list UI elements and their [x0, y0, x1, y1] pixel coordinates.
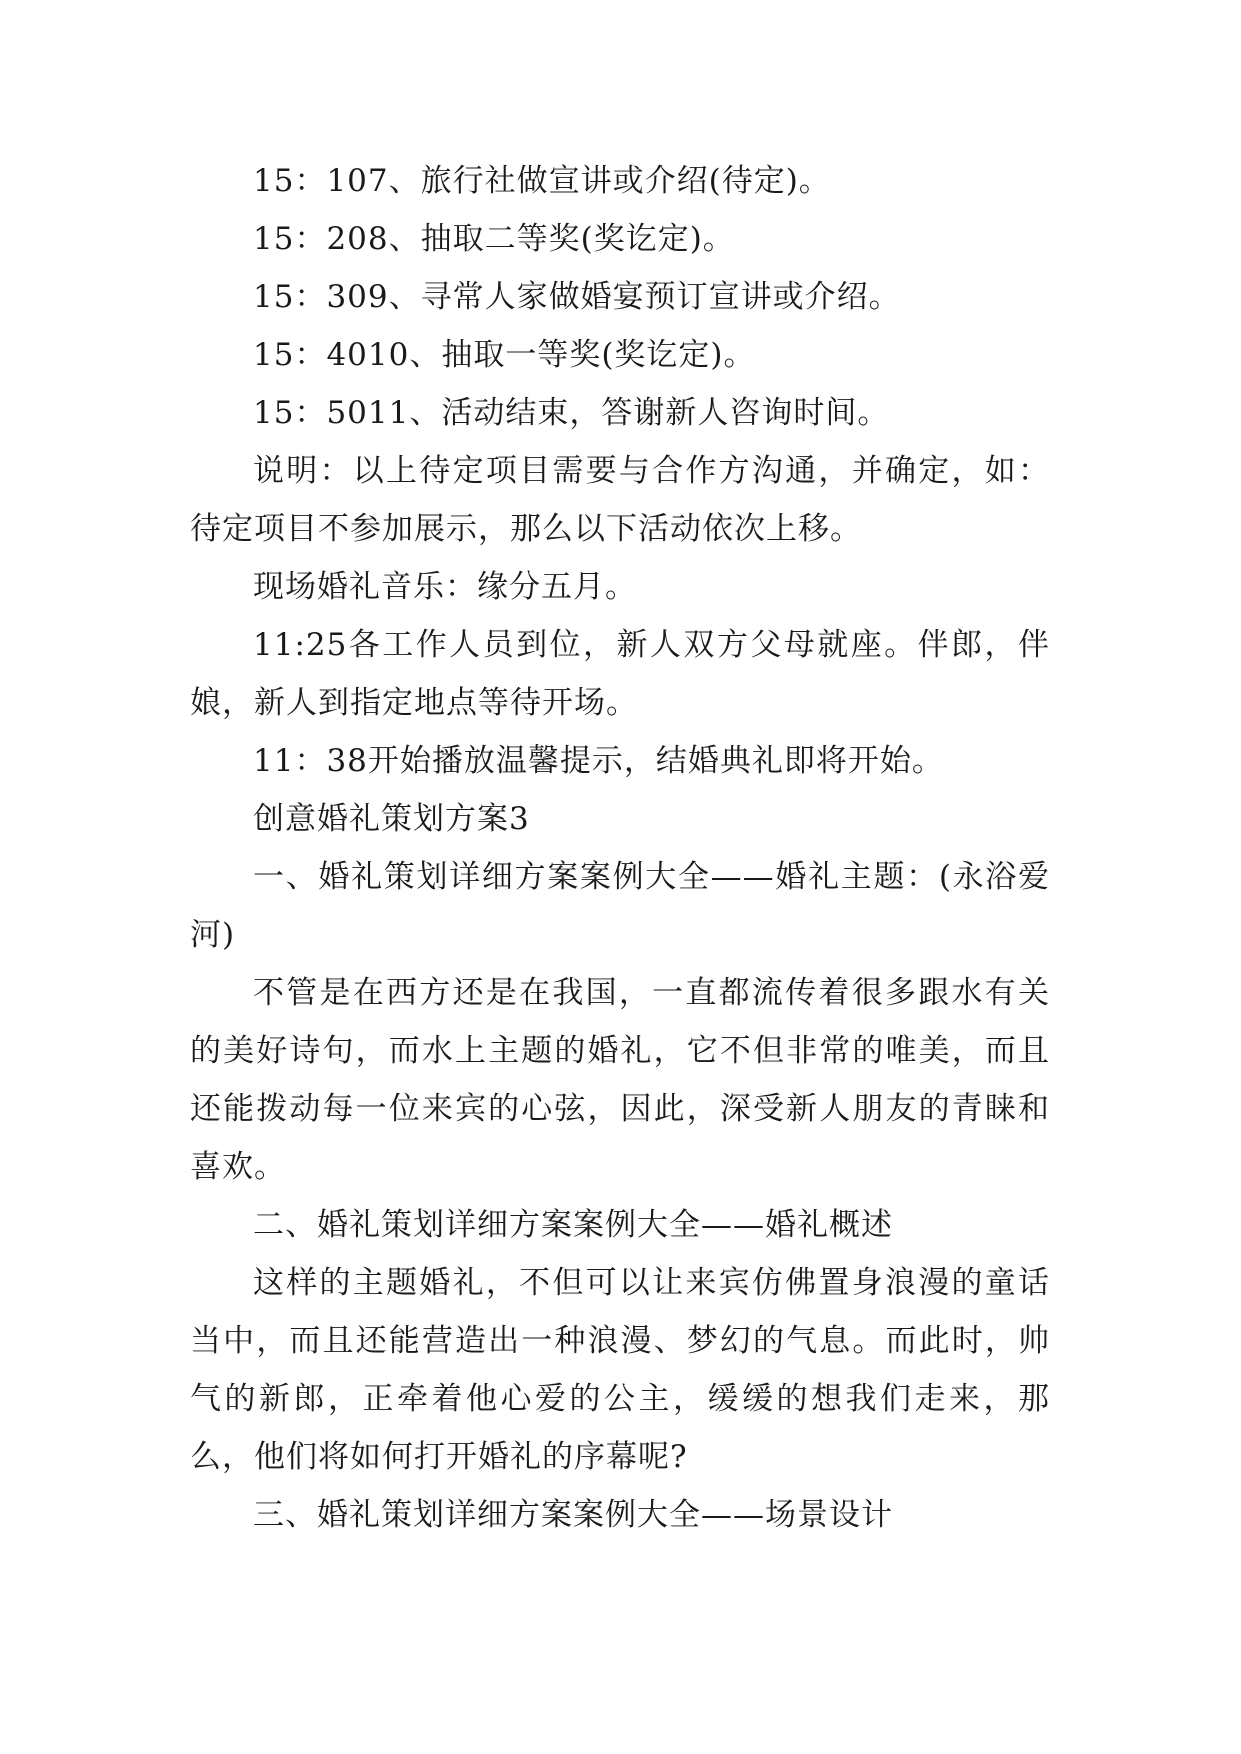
schedule-item-1138: 11：38开始播放温馨提示，结婚典礼即将开始。 [253, 743, 944, 779]
heading-overview: 二、婚礼策划详细方案案例大全——婚礼概述 [253, 1207, 893, 1243]
schedule-item-1125: 11:25各工作人员到位，新人双方父母就座。伴郎，伴娘，新人到指定地点等待开场。 [190, 627, 1050, 721]
schedule-item-1530: 15：309、寻常人家做婚宴预订宣讲或介绍。 [253, 279, 901, 315]
schedule-item-1540: 15：4010、抽取一等奖(奖讫定)。 [253, 337, 756, 373]
document-body [190, 152, 1050, 1544]
schedule-item-1510: 15：107、旅行社做宣讲或介绍(待定)。 [253, 163, 831, 199]
heading-scene-design: 三、婚礼策划详细方案案例大全——场景设计 [253, 1497, 893, 1533]
heading-theme: 一、婚礼策划详细方案案例大全——婚礼主题：(永浴爱河) [190, 859, 1050, 953]
schedule-item-1520: 15：208、抽取二等奖(奖讫定)。 [253, 221, 735, 257]
overview-paragraph: 这样的主题婚礼，不但可以让来宾仿佛置身浪漫的童话当中，而且还能营造出一种浪漫、梦幻的气息。而此时，帅气的新郎，正牵着他心爱的公主，缓缓的想我们走来，那么，他们将如何打开婚礼的序幕呢? [190, 1265, 1050, 1475]
section-title: 创意婚礼策划方案3 [253, 801, 530, 837]
theme-paragraph: 不管是在西方还是在我国，一直都流传着很多跟水有关的美好诗句，而水上主题的婚礼，它不但非常的唯美，而且还能拨动每一位来宾的心弦，因此，深受新人朋友的青睐和喜欢。 [190, 975, 1050, 1185]
music-paragraph: 现场婚礼音乐：缘分五月。 [253, 569, 637, 605]
note-paragraph: 说明：以上待定项目需要与合作方沟通，并确定，如：待定项目不参加展示，那么以下活动依次上移。 [190, 453, 1050, 547]
schedule-item-1550: 15：5011、活动结束，答谢新人咨询时间。 [253, 395, 890, 431]
